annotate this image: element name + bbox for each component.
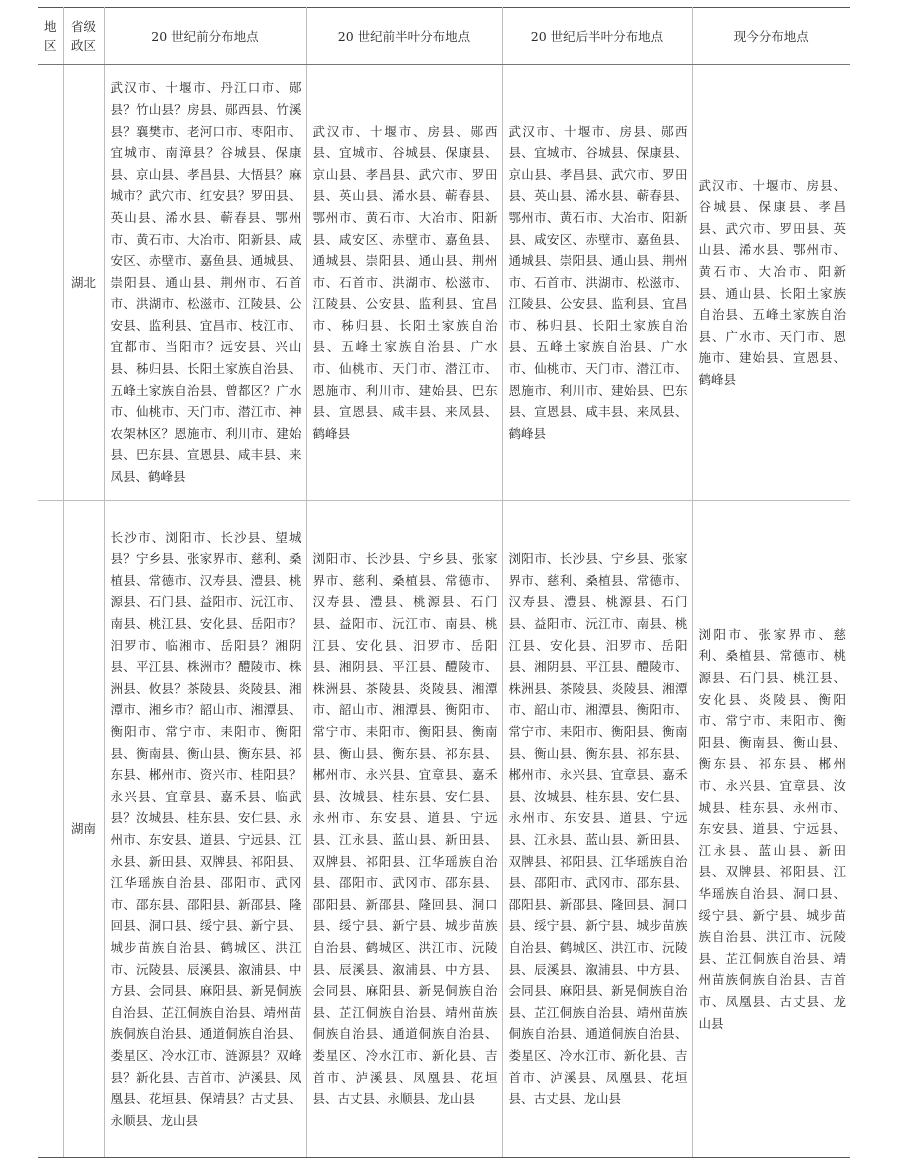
header-pre-20th-century: 20 世纪前分布地点	[104, 8, 306, 65]
pre-20th-century-cell: 武汉市、十堰市、丹江口市、郧县？竹山县？房县、郧西县、竹溪县？襄樊市、老河口市、枣阳市、宜城市、南漳县？谷城县、保康县、京山县、孝昌县、大悟县？麻城市？武穴市、红安县？罗田县、英山县、浠水县、蕲春县、鄂州市、黄石市、大冶市、阳新县、咸安区、赤壁市、嘉鱼县、通城县、崇阳县、通山县、荆州市、石首市、洪湖市、松滋市、江陵县、公安县、监利县、宜昌市、枝江市、宜都市、当阳市？远安县、兴山县、秭归县、长阳土家族自治县、五峰土家族自治县、曾都区？广水市、仙桃市、天门市、潜江市、神农架林区？恩施市、利川市、建始县、巴东县、宣恩县、咸丰县、来凤县、鹤峰县	[104, 65, 306, 501]
early-20th-century-cell: 浏阳市、长沙县、宁乡县、张家界市、慈利、桑植县、常德市、汉寿县、澧县、桃源县、石门县、益阳市、沅江市、南县、桃江县、安化县、汨罗市、岳阳县、湘阴县、平江县、醴陵市、株洲县、茶陵县、炎陵县、湘潭市、韶山市、湘潭县、衡阳市、常宁市、耒阳市、衡阳县、衡南县、衡山县、衡东县、祁东县、郴州市、永兴县、宜章县、嘉禾县、汝城县、桂东县、安仁县、永州市、东安县、道县、宁远县、江永县、蓝山县、新田县、双牌县、祁阳县、江华瑶族自治县、邵阳市、武冈市、邵东县、邵阳县、新邵县、隆回县、洞口县、绥宁县、新宁县、城步苗族自治县、鹤城区、洪江市、沅陵县、辰溪县、溆浦县、中方县、会同县、麻阳县、新晃侗族自治县、芷江侗族自治县、靖州苗族侗族自治县、通道侗族自治县、娄星区、冷水江市、新化县、吉首市、泸溪县、凤凰县、花垣县、古丈县、永顺县、龙山县	[306, 501, 502, 1158]
province-cell: 湖北	[63, 65, 104, 501]
current-cell: 浏阳市、张家界市、慈利、桑植县、常德市、桃源县、石门县、桃江县、安化县、炎陵县、衡阳市、常宁市、耒阳市、衡阳县、衡南县、衡山县、衡东县、祁东县、郴州市、永兴县、宜章县、汝城县、桂东县、永州市、东安县、道县、宁远县、江永县、蓝山县、新田县、双牌县、祁阳县、江华瑶族自治县、洞口县、绥宁县、新宁县、城步苗族自治县、洪江市、沅陵县、芷江侗族自治县、靖州苗族侗族自治县、吉首市、凤凰县、古丈县、龙山县	[692, 501, 850, 1158]
header-early-20th-century: 20 世纪前半叶分布地点	[306, 8, 502, 65]
region-cell	[38, 65, 63, 501]
region-cell	[38, 501, 63, 1158]
table-header-row	[38, 8, 850, 65]
province-cell: 湖南	[63, 501, 104, 1158]
header-late-20th-century: 20 世纪后半叶分布地点	[502, 8, 692, 65]
late-20th-century-cell: 浏阳市、长沙县、宁乡县、张家界市、慈利、桑植县、常德市、汉寿县、澧县、桃源县、石门县、益阳市、沅江市、南县、桃江县、安化县、汨罗市、岳阳县、湘阴县、平江县、醴陵市、株洲县、茶陵县、炎陵县、湘潭市、韶山市、湘潭县、衡阳市、常宁市、耒阳市、衡阳县、衡南县、衡山县、衡东县、祁东县、郴州市、永兴县、宜章县、嘉禾县、汝城县、桂东县、安仁县、永州市、东安县、道县、宁远县、江永县、蓝山县、新田县、双牌县、祁阳县、江华瑶族自治县、邵阳市、武冈市、邵东县、邵阳县、新邵县、隆回县、洞口县、绥宁县、新宁县、城步苗族自治县、鹤城区、洪江市、沅陵县、辰溪县、溆浦县、中方县、会同县、麻阳县、新晃侗族自治县、芷江侗族自治县、靖州苗族侗族自治县、通道侗族自治县、娄星区、冷水江市、新化县、吉首市、泸溪县、凤凰县、花垣县、古丈县、龙山县	[502, 501, 692, 1158]
current-cell: 武汉市、十堰市、房县、谷城县、保康县、孝昌县、武穴市、罗田县、英山县、浠水县、鄂州市、黄石市、大冶市、阳新县、通山县、长阳土家族自治县、五峰土家族自治县、广水市、天门市、恩施市、建始县、宣恩县、鹤峰县	[692, 65, 850, 501]
header-region: 地区	[38, 8, 63, 65]
header-current: 现今分布地点	[692, 8, 850, 65]
table-row	[38, 65, 850, 501]
pre-20th-century-cell: 长沙市、浏阳市、长沙县、望城县？宁乡县、张家界市、慈利、桑植县、常德市、汉寿县、澧县、桃源县、石门县、益阳市、沅江市、南县、桃江县、安化县、岳阳市？汨罗市、临湘市、岳阳县？湘阴县、平江县、株洲市？醴陵市、株洲县、攸县？茶陵县、炎陵县、湘潭市、湘乡市？韶山市、湘潭县、衡阳市、常宁市、耒阳市、衡阳县、衡南县、衡山县、衡东县、祁东县、郴州市、资兴市、桂阳县？永兴县、宜章县、嘉禾县、临武县？汝城县、桂东县、安仁县、永州市、东安县、道县、宁远县、江永县、新田县、双牌县、祁阳县、江华瑶族自治县、邵阳市、武冈市、邵东县、邵阳县、新邵县、隆回县、洞口县、绥宁县、新宁县、城步苗族自治县、鹤城区、洪江市、沅陵县、辰溪县、溆浦县、中方县、会同县、麻阳县、新晃侗族自治县、芷江侗族自治县、靖州苗族侗族自治县、通道侗族自治县、娄星区、冷水江市、涟源县？双峰县？新化县、吉首市、泸溪县、凤凰县、花垣县、保靖县？古丈县、永顺县、龙山县	[104, 501, 306, 1158]
table-row	[38, 501, 850, 1158]
header-province: 省级 政区	[63, 8, 104, 65]
distribution-table	[38, 7, 850, 1158]
early-20th-century-cell: 武汉市、十堰市、房县、郧西县、宜城市、谷城县、保康县、京山县、孝昌县、武穴市、罗田县、英山县、浠水县、蕲春县、鄂州市、黄石市、大冶市、阳新县、咸安区、赤壁市、嘉鱼县、通城县、崇阳县、通山县、荆州市、石首市、洪湖市、松滋市、江陵县、公安县、监利县、宜昌市、秭归县、长阳土家族自治县、五峰土家族自治县、广水市、仙桃市、天门市、潜江市、恩施市、利川市、建始县、巴东县、宣恩县、咸丰县、来凤县、鹤峰县	[306, 65, 502, 501]
late-20th-century-cell: 武汉市、十堰市、房县、郧西县、宜城市、谷城县、保康县、京山县、孝昌县、武穴市、罗田县、英山县、浠水县、蕲春县、鄂州市、黄石市、大冶市、阳新县、咸安区、赤壁市、嘉鱼县、通城县、崇阳县、通山县、荆州市、石首市、洪湖市、松滋市、江陵县、公安县、监利县、宜昌市、秭归县、长阳土家族自治县、五峰土家族自治县、广水市、仙桃市、天门市、潜江市、恩施市、利川市、建始县、巴东县、宣恩县、咸丰县、来凤县、鹤峰县	[502, 65, 692, 501]
